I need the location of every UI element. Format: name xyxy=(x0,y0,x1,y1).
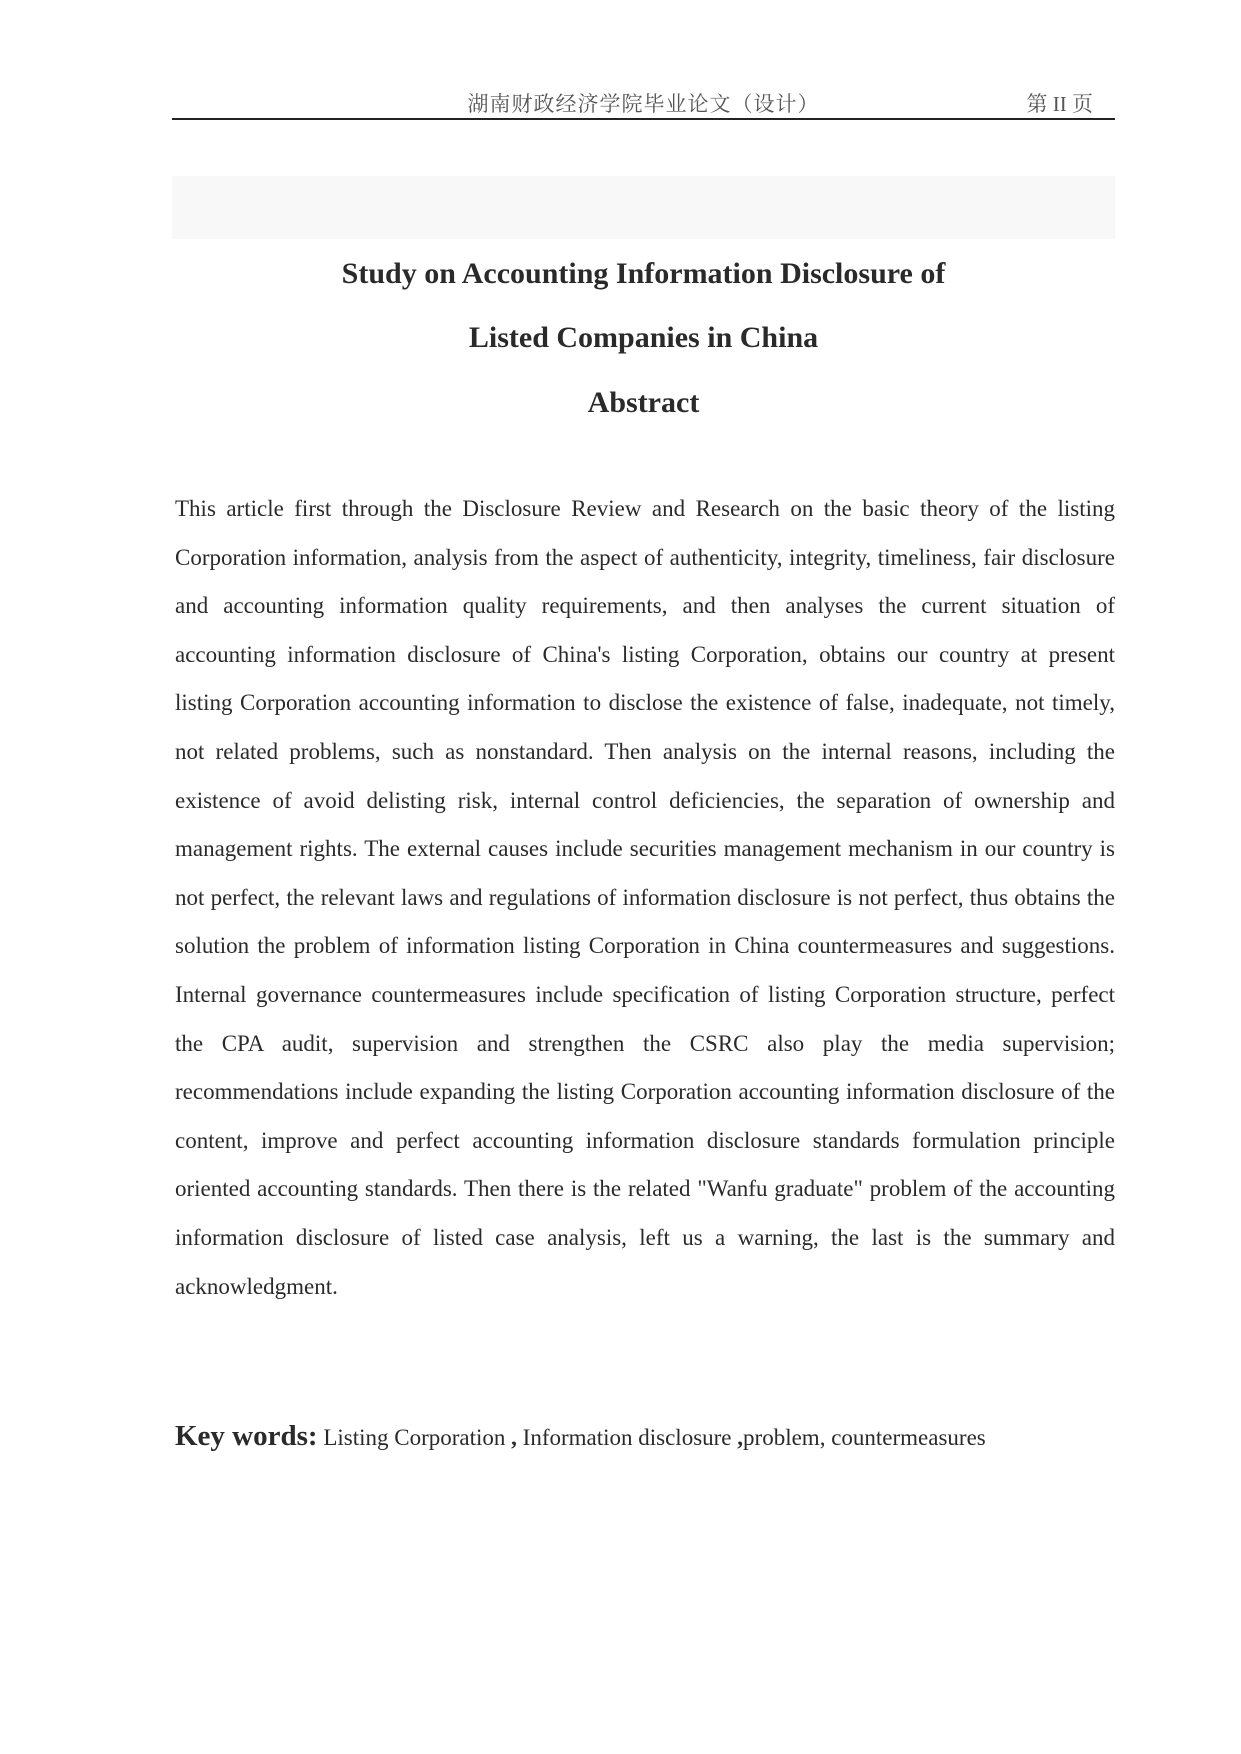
thesis-title-line-1: Study on Accounting Information Disclosure of xyxy=(341,257,946,290)
keyword-item: Information disclosure xyxy=(522,1425,732,1450)
page-header xyxy=(172,86,1115,120)
keywords-line xyxy=(175,1412,1115,1462)
keywords-label: Key words: xyxy=(175,1420,318,1452)
thesis-title-line-2: Listed Companies in China xyxy=(468,321,819,354)
keyword-item: Listing Corporation xyxy=(323,1425,506,1450)
header-title: 湖南财政经济学院毕业论文（设计） xyxy=(467,92,820,116)
keyword-separator: , xyxy=(819,1425,826,1450)
header-page-number: 第 II 页 xyxy=(1026,92,1093,116)
keyword-item: countermeasures xyxy=(831,1425,986,1450)
blank-band xyxy=(172,176,1115,239)
keyword-separator: , xyxy=(737,1425,744,1450)
abstract-body: This article first through the Disclosure Review and Research on the basic theory of the listing Corporation information, analysis from the aspect of authenticity, integrity, timeliness, fair disclosure and accounting information quality requirements, and then analyses the current situation of accounting information disclosure of China's listing Corporation, obtains our country at present listing Corporation accounting information to disclose the existence of false, inadequate, not timely, not related problems, such as nonstandard. Then analysis on the internal reasons, including the existence of avoid delisting risk, internal control deficiencies, the separation of ownership and management rights. The external causes include securities management mechanism in our country is not perfect, the relevant laws and regulations of information disclosure is not perfect, thus obtains the solution the problem of information listing Corporation in China countermeasures and suggestions. Internal governance countermeasures include specification of listing Corporation structure, perfect the CPA audit, supervision and strengthen the CSRC also play the media supervision; recommendations include expanding the listing Corporation accounting information disclosure of the content, improve and perfect accounting information disclosure standards formulation principle oriented accounting standards. Then there is the related "Wanfu graduate" problem of the accounting information disclosure of listed case analysis, left us a warning, the last is the summary and acknowledgment. xyxy=(175,496,1115,1299)
keyword-item: problem xyxy=(743,1425,820,1450)
keyword-separator: , xyxy=(511,1425,517,1450)
abstract-heading: Abstract xyxy=(587,386,700,419)
